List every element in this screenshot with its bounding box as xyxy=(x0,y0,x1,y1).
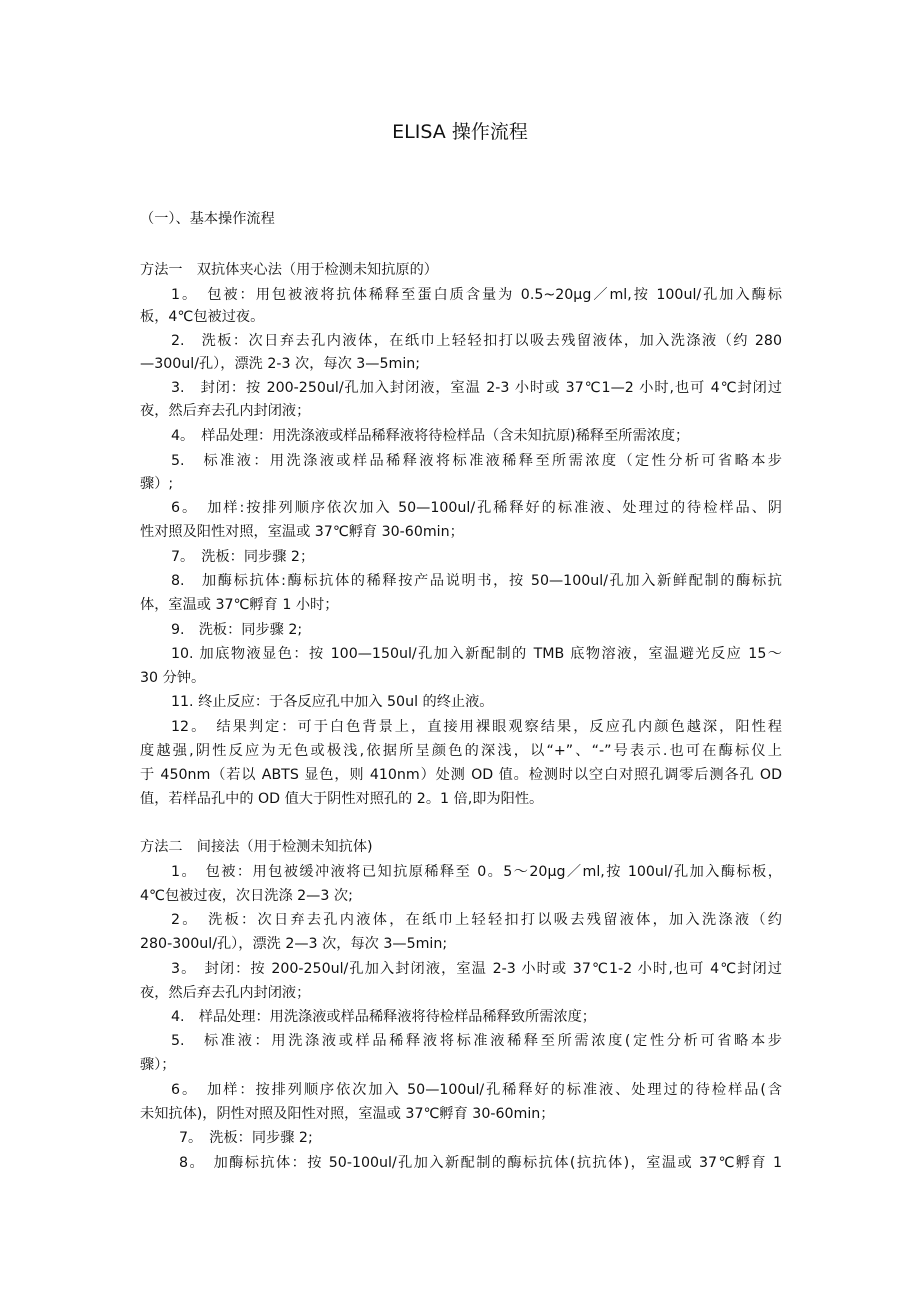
method1-step1-line1: 1。 包被：用包被液将抗体稀释至蛋白质含量为 0.5~20μg／ml,按 100ul/孔加入酶标 xyxy=(171,287,782,303)
method1-step12-line1: 12。 结果判定：可于白色背景上，直接用裸眼观察结果，反应孔内颜色越深，阳性程 xyxy=(171,719,782,735)
method2-step2-line1: 2。 洗板：次日弃去孔内液体，在纸巾上轻轻扣打以吸去残留液体，加入洗涤液（约 xyxy=(171,912,782,928)
method1-step1-line2: 板，4℃包被过夜。 xyxy=(140,309,265,325)
method1-step3-line1: 3. 封闭：按 200-250ul/孔加入封闭液，室温 2-3 小时或 37℃1—2 小时,也可 4℃封闭过 xyxy=(171,380,782,396)
method1-step2-line1: 2. 洗板：次日弃去孔内液体，在纸巾上轻轻扣打以吸去残留液体，加入洗涤液（约 280 xyxy=(171,333,782,349)
method2-heading: 方法二 间接法（用于检测未知抗体) xyxy=(140,839,373,855)
method1-step7: 7。 洗板：同步骤 2； xyxy=(171,549,315,565)
method2-step6-line2: 未知抗体)，阴性对照及阳性对照，室温或 37℃孵育 30-60min； xyxy=(140,1106,555,1122)
method2-step5-line1: 5. 标准液：用洗涤液或样品稀释液将标准液稀释至所需浓度(定性分析可省略本步 xyxy=(171,1033,782,1049)
section-heading: （一）、基本操作流程 xyxy=(140,211,275,227)
method1-step2-line2: —300ul/孔），漂洗 2-3 次，每次 3—5min; xyxy=(140,356,421,372)
method1-step12-line3: 于 450nm（若以 ABTS 显色，则 410nm）处测 OD 值。检测时以空白对照孔调零后测各孔 OD xyxy=(140,767,782,783)
method1-step10-line1: 10. 加底物液显色：按 100—150ul/孔加入新配制的 TMB 底物溶液，室温避光反应 15～ xyxy=(171,646,782,662)
method1-step9: 9. 洗板：同步骤 2; xyxy=(171,622,303,638)
method2-step1-line1: 1。 包被：用包被缓冲液将已知抗原稀释至 0。5～20μg／ml,按 100ul/孔加入酶标板， xyxy=(171,864,782,880)
document-title: ELISA 操作流程 xyxy=(392,121,528,143)
method1-step11: 11. 终止反应：于各反应孔中加入 50ul 的终止液。 xyxy=(171,694,494,710)
method2-step5-line2: 骤）； xyxy=(140,1057,176,1073)
method2-step8-line1: 8。 加酶标抗体：按 50-100ul/孔加入新配制的酶标抗体(抗抗体)，室温或 37℃孵育 1 xyxy=(179,1155,782,1171)
method2-step2-line2: 280-300ul/孔），漂洗 2—3 次，每次 3—5min; xyxy=(140,936,448,952)
method1-step5-line2: 骤）; xyxy=(140,476,174,492)
method1-step10-line2: 30 分钟。 xyxy=(140,670,206,686)
method1-step8-line1: 8. 加酶标抗体:酶标抗体的稀释按产品说明书，按 50—100ul/孔加入新鲜配制的酶标抗 xyxy=(171,573,782,589)
method1-step6-line2: 性对照及阳性对照，室温或 37℃孵育 30-60min； xyxy=(140,524,464,540)
method1-step6-line1: 6。 加样:按排列顺序依次加入 50—100ul/孔稀释好的标准液、处理过的待检样品、阴 xyxy=(171,500,782,516)
method2-step4: 4. 样品处理：用洗涤液或样品稀释液将待检样品稀释致所需浓度； xyxy=(171,1009,596,1025)
method1-step8-line2: 体，室温或 37℃孵育 1 小时； xyxy=(140,597,339,613)
method1-heading: 方法一 双抗体夹心法（用于检测未知抗原的） xyxy=(140,262,438,278)
method2-step3-line1: 3。 封闭：按 200-250ul/孔加入封闭液，室温 2-3 小时或 37℃1-2 小时,也可 4℃封闭过 xyxy=(171,961,782,977)
method1-step4: 4。 样品处理：用洗涤液或样品稀释液将待检样品（含未知抗原)稀释至所需浓度； xyxy=(171,428,690,444)
method1-step12-line4: 值，若样品孔中的 OD 值大于阴性对照孔的 2。1 倍,即为阳性。 xyxy=(140,791,544,807)
method2-step7: 7。 洗板：同步骤 2; xyxy=(179,1130,313,1146)
method1-step5-line1: 5. 标准液：用洗涤液或样品稀释液将标准液稀释至所需浓度（定性分析可省略本步 xyxy=(171,453,782,469)
method2-step1-line2: 4℃包被过夜，次日洗涤 2—3 次; xyxy=(140,888,353,904)
method2-step3-line2: 夜，然后弃去孔内封闭液； xyxy=(140,985,311,1001)
method1-step12-line2: 度越强,阴性反应为无色或极浅,依据所呈颜色的深浅，以“+”、“-”号表示.也可在酶标仪上 xyxy=(140,743,782,759)
method2-step6-line1: 6。 加样：按排列顺序依次加入 50—100ul/孔稀释好的标准液、处理过的待检样品(含 xyxy=(171,1082,782,1098)
method1-step3-line2: 夜，然后弃去孔内封闭液； xyxy=(140,403,311,419)
